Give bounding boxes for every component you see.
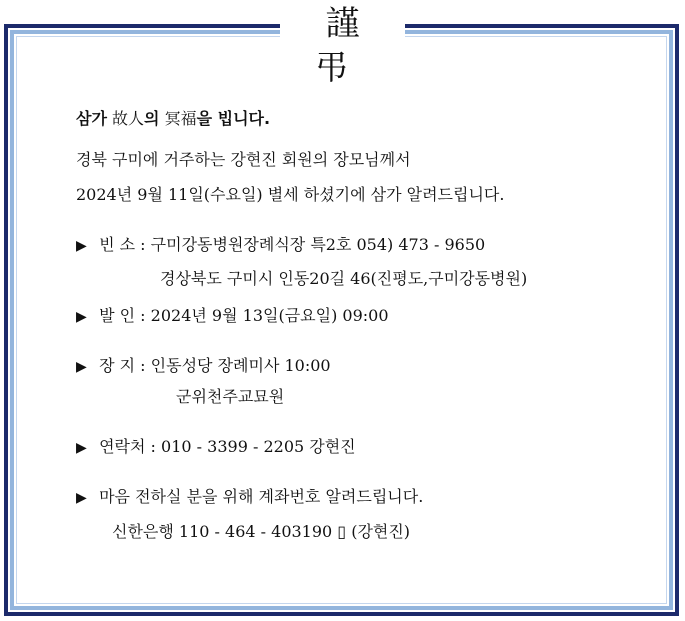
greeting-part1: 삼가 bbox=[76, 109, 107, 128]
arrow-icon: ▶ bbox=[76, 238, 87, 254]
arrow-icon: ▶ bbox=[76, 309, 87, 325]
arrow-icon: ▶ bbox=[76, 359, 87, 375]
jangji-line bbox=[76, 355, 331, 378]
binso-line bbox=[76, 234, 485, 257]
greeting-part4: 冥福 bbox=[164, 109, 197, 128]
greeting-part2: 故人 bbox=[112, 109, 145, 128]
greeting-part5: 을 빕니다. bbox=[196, 109, 271, 128]
contact-label: 연락처 : bbox=[99, 437, 156, 456]
donation-line bbox=[76, 486, 423, 509]
document-title: 謹 弔 bbox=[280, 2, 405, 46]
jangji-value: 인동성당 장례미사 10:00 bbox=[150, 356, 331, 375]
contact-line bbox=[76, 436, 356, 459]
greeting-part3: 의 bbox=[144, 109, 160, 128]
jangji-label: 장 지 : bbox=[99, 356, 146, 375]
contact-value: 010 - 3399 - 2205 강현진 bbox=[161, 437, 356, 456]
intro-line-2: 2024년 9월 11일(수요일) 별세 하셨기에 삼가 알려드립니다. bbox=[76, 185, 505, 204]
binso-value: 구미강동병원장례식장 특2호 054) 473 - 9650 bbox=[150, 235, 486, 254]
balin-label: 발 인 : bbox=[99, 306, 146, 325]
jangji-place: 군위천주교묘원 bbox=[176, 387, 285, 406]
binso-address: 경상북도 구미시 인동20길 46(진평도,구미강동병원) bbox=[160, 269, 528, 288]
arrow-icon: ▶ bbox=[76, 440, 87, 456]
greeting-line bbox=[76, 108, 270, 130]
balin-line bbox=[76, 305, 389, 328]
account-line: 신한은행 110 - 464 - 403190 ▯ (강현진) bbox=[112, 522, 411, 541]
balin-value: 2024년 9월 13일(금요일) 09:00 bbox=[150, 306, 389, 325]
arrow-icon: ▶ bbox=[76, 490, 87, 506]
binso-label: 빈 소 : bbox=[99, 235, 146, 254]
donation-text: 마음 전하실 분을 위해 계좌번호 알려드립니다. bbox=[99, 487, 424, 506]
intro-line-1: 경북 구미에 거주하는 강현진 회원의 장모님께서 bbox=[76, 150, 411, 169]
